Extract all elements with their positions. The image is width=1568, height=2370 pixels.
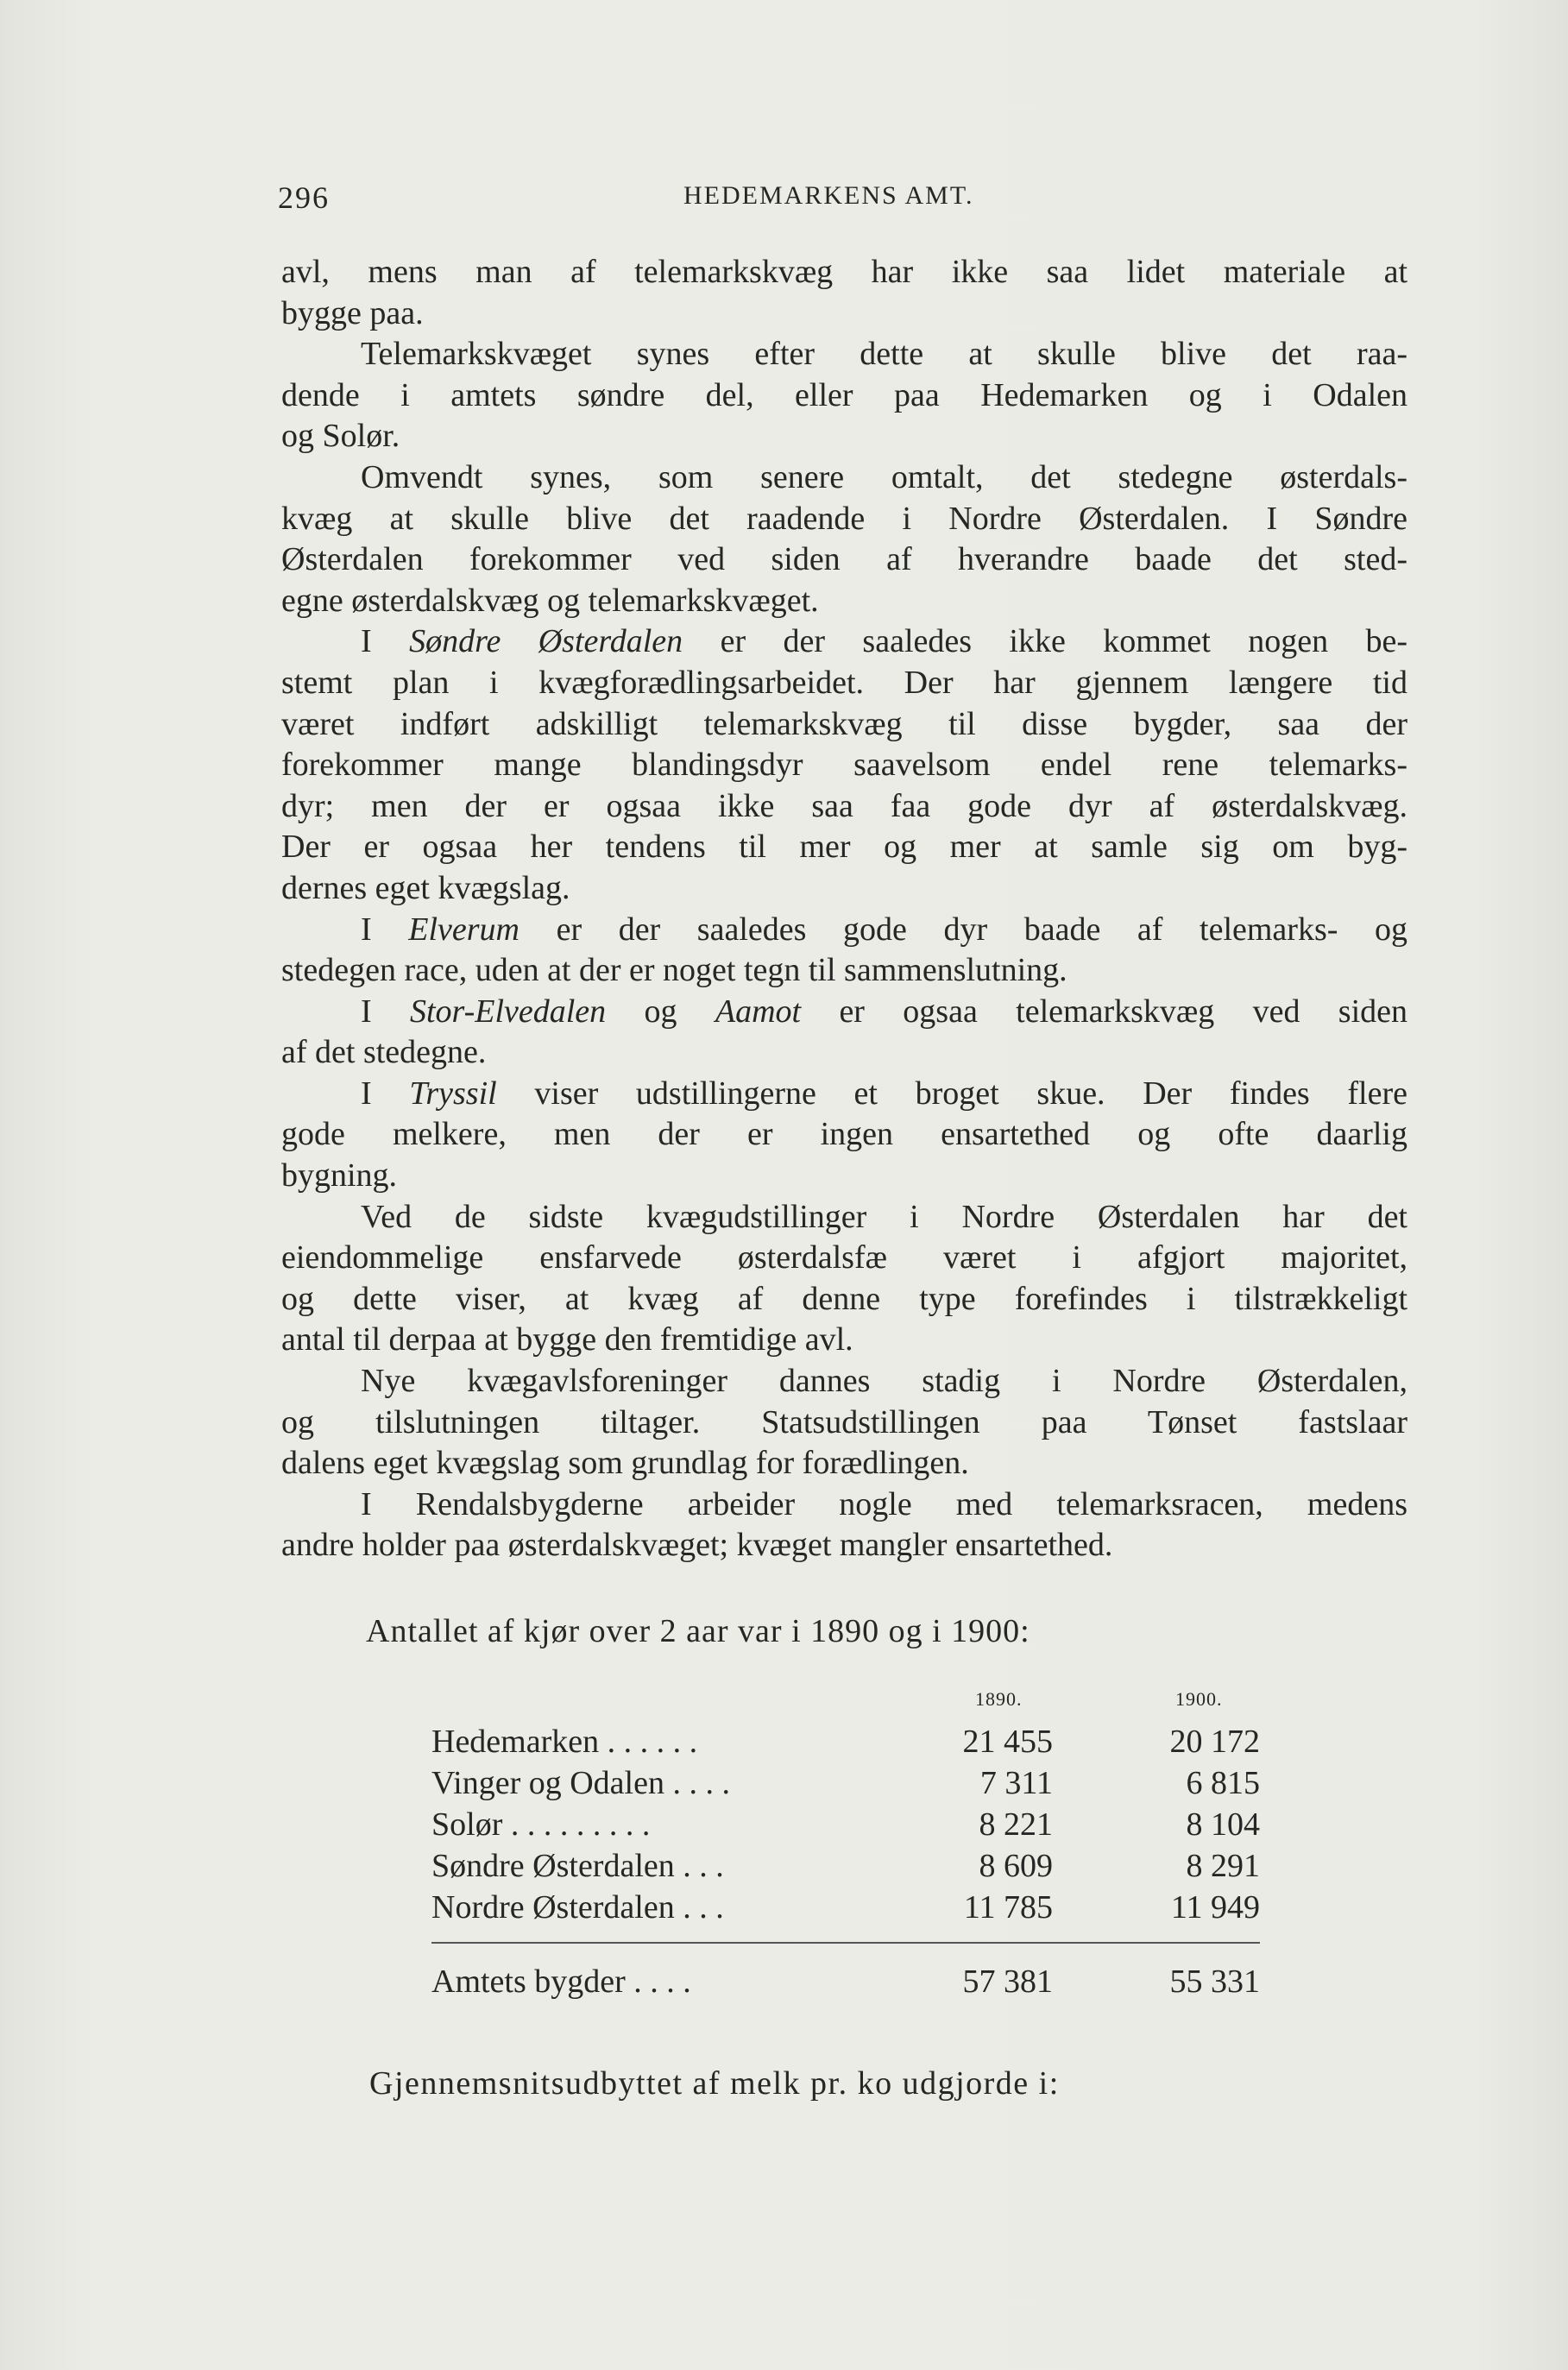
value-1890: 8 609	[979, 1848, 1053, 1884]
paragraph	[281, 1484, 1407, 1566]
column-header-1900: 1900.	[1175, 1688, 1223, 1710]
total-name: Amtets bygder . . . .	[431, 1963, 691, 2000]
closing-line: Gjennemsnitsudbyttet af melk pr. ko udgjorde i:	[369, 2065, 1060, 2102]
total-row	[431, 1963, 1260, 2004]
paragraph	[281, 457, 1407, 621]
text-line: og Solør.	[281, 418, 400, 455]
text-line: I Søndre Østerdalen er der saaledes ikke kommet nogen be-	[361, 623, 1407, 660]
place-name: Søndre Østerdalen	[409, 623, 683, 660]
paragraph	[281, 1361, 1407, 1484]
text-line: I Tryssil viser udstillingerne et broget skue. Der findes flere	[361, 1075, 1407, 1112]
running-title: HEDEMARKENS AMT.	[683, 181, 974, 210]
table-row	[431, 1888, 1260, 1930]
text-line: dende i amtets søndre del, eller paa Hedemarken og i Odalen	[281, 376, 1407, 413]
value-1900: 11 949	[1170, 1889, 1260, 1926]
text-line: I Rendalsbygderne arbeider nogle med telemarksracen, medens	[361, 1485, 1407, 1522]
text-line: af det stedegne.	[281, 1034, 487, 1071]
table-row	[431, 1723, 1260, 1764]
value-1890: 7 311	[979, 1765, 1053, 1801]
paragraph	[281, 334, 1407, 457]
table-intro: Antallet af kjør over 2 aar var i 1890 og i 1900:	[366, 1613, 1030, 1649]
value-1900: 20 172	[1169, 1724, 1260, 1760]
text-line: dyr; men der er ogsaa ikke saa faa gode dyr af østerdalskvæg.	[281, 787, 1407, 824]
text-line: og dette viser, at kvæg af denne type forefindes i tilstrækkeligt	[281, 1280, 1407, 1317]
paragraph	[281, 1074, 1407, 1197]
total-1890: 57 381	[962, 1963, 1053, 2000]
value-1890: 21 455	[962, 1724, 1053, 1760]
text-line: gode melkere, men der er ingen ensartethed og ofte daarlig	[281, 1116, 1407, 1153]
place-name: Stor-Elvedalen	[410, 993, 607, 1030]
paragraph	[281, 1197, 1407, 1361]
text-line: dernes eget kvægslag.	[281, 869, 570, 906]
table-row	[431, 1847, 1260, 1888]
total-1900: 55 331	[1169, 1963, 1260, 2000]
paragraph	[281, 252, 1407, 334]
text-line: bygning.	[281, 1157, 398, 1194]
row-name: Nordre Østerdalen . . .	[431, 1889, 724, 1926]
text-line: dalens eget kvægslag som grundlag for forædlingen.	[281, 1445, 969, 1482]
text-line: kvæg at skulle blive det raadende i Nordre Østerdalen. I Søndre	[281, 500, 1407, 537]
page-header	[278, 180, 1413, 223]
text-line: eiendommelige ensfarvede østerdalsfæ været i afgjort majoritet,	[281, 1239, 1407, 1276]
place-name: Tryssil	[409, 1075, 497, 1112]
text-line: Ved de sidste kvægudstillinger i Nordre Østerdalen har det	[361, 1198, 1407, 1235]
text-line: været indført adskilligt telemarkskvæg til disse bygder, saa der	[281, 705, 1407, 742]
place-name: Elverum	[408, 911, 520, 948]
value-1900: 6 815	[1186, 1765, 1260, 1801]
paragraph	[281, 910, 1407, 992]
table-row	[431, 1806, 1260, 1847]
text-line: Østerdalen forekommer ved siden af hverandre baade det sted-	[281, 541, 1407, 578]
row-name: Hedemarken . . . . . .	[431, 1724, 698, 1760]
table-row	[431, 1764, 1260, 1806]
page-number: 296	[278, 180, 330, 215]
sum-rule	[431, 1942, 1260, 1944]
value-1890: 8 221	[979, 1806, 1053, 1843]
value-1900: 8 104	[1186, 1806, 1260, 1843]
value-1890: 11 785	[963, 1889, 1053, 1926]
text-line: stemt plan i kvægforædlingsarbeidet. Der har gjennem længere tid	[281, 664, 1407, 701]
row-name: Søndre Østerdalen . . .	[431, 1848, 724, 1884]
text-line: Der er ogsaa her tendens til mer og mer at samle sig om byg-	[281, 829, 1407, 866]
text-line: Omvendt synes, som senere omtalt, det stedegne østerdals-	[361, 458, 1407, 495]
text-line: forekommer mange blandingsdyr saavelsom endel rene telemarks-	[281, 747, 1407, 784]
text-line: egne østerdalskvæg og telemarkskvæget.	[281, 582, 819, 619]
text-line: andre holder paa østerdalskvæget; kvæget mangler ensartethed.	[281, 1527, 1113, 1564]
text-line: antal til derpaa at bygge den fremtidige avl.	[281, 1321, 853, 1358]
paragraph	[281, 621, 1407, 909]
paragraph	[281, 992, 1407, 1074]
text-line: avl, mens man af telemarkskvæg har ikke saa lidet materiale at	[281, 254, 1407, 290]
text-line: Nye kvægavlsforeninger dannes stadig i Nordre Østerdalen,	[361, 1363, 1407, 1400]
text-line: og tilslutningen tiltager. Statsudstillingen paa Tønset fastslaar	[281, 1403, 1407, 1440]
row-name: Solør . . . . . . . . .	[431, 1806, 651, 1843]
place-name: Aamot	[715, 993, 802, 1030]
column-header-1890: 1890.	[975, 1688, 1023, 1710]
row-name: Vinger og Odalen . . . .	[431, 1765, 730, 1801]
text-line: stedegen race, uden at der er noget tegn til sammenslutning.	[281, 952, 1067, 989]
text-line: bygge paa.	[281, 294, 424, 331]
value-1900: 8 291	[1186, 1848, 1260, 1884]
text-line: I Stor-Elvedalen og Aamot er ogsaa telemarkskvæg ved siden	[361, 993, 1408, 1030]
body-text	[281, 252, 1407, 1566]
text-line: Telemarkskvæget synes efter dette at skulle blive det raa-	[361, 336, 1407, 373]
text-line: I Elverum er der saaledes gode dyr baade af telemarks- og	[361, 911, 1407, 948]
